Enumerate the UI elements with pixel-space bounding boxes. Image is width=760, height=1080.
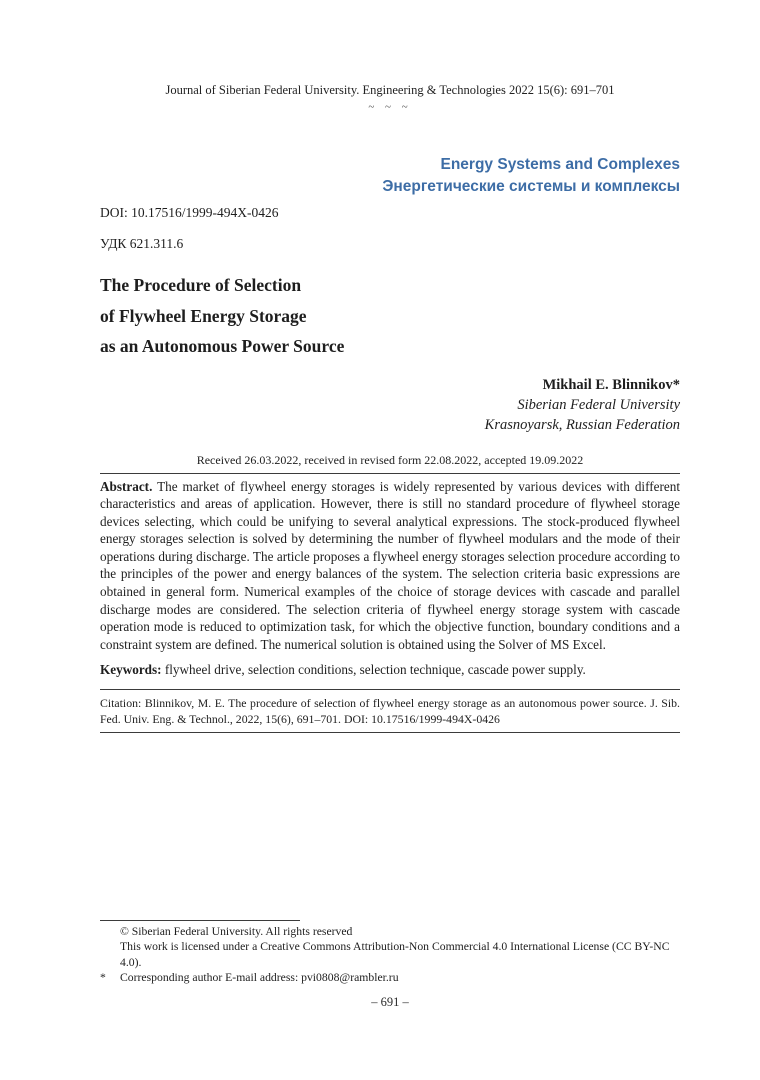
divider-below-citation — [100, 732, 680, 733]
author-affiliation: Siberian Federal University — [517, 396, 680, 413]
keywords-label: Keywords: — [100, 662, 162, 678]
license-line: This work is licensed under a Creative Commons Attribution-Non Commercial 4.0 International License (CC BY-NC 4.0). — [120, 940, 670, 969]
doi-line: DOI: 10.17516/1999-494X-0426 — [100, 205, 279, 220]
paper-title-line-1: The Procedure of Selection — [100, 275, 302, 295]
keywords-paragraph — [100, 661, 680, 679]
author-name: Mikhail E. Blinnikov* — [542, 376, 680, 393]
section-title-ru: Энергетические системы и комплексы — [382, 178, 680, 195]
divider-above-citation — [100, 689, 680, 690]
abstract-text: The market of flywheel energy storages is widely represented by various devices with different characteristics and areas of application. However, there is still no standard procedure of flywheel storage devices selecting, which could be unifying to several analytical expressions. The stock-produced flywheel energy storages selection is solved by determining the number of flywheel modulars and the mode of their operations during discharge. The article proposes a flywheel energy storages selection procedure according to the principles of the power and energy balances of the system. The selection criteria basic expressions are obtained in general form. Numerical examples of the choice of storage devices with cascade and parallel discharge modes are considered. The selection criteria of flywheel energy storage system with cascade operation mode is reduced to optimization task, for which the objective function, boundary conditions and a constraint system are defined. The numerical solution is obtained using the Solver of MS Excel. — [100, 478, 680, 652]
copyright-line: © Siberian Federal University. All rights reserved — [120, 924, 353, 938]
page-number: – 691 – — [371, 995, 409, 1009]
tilde-ornament: ~ ~ ~ — [368, 101, 412, 113]
author-location: Krasnoyarsk, Russian Federation — [484, 416, 680, 433]
keywords-text: flywheel drive, selection conditions, selection technique, cascade power supply. — [161, 662, 586, 678]
paper-title-line-3: as an Autonomous Power Source — [100, 336, 345, 356]
section-headings — [100, 154, 680, 198]
abstract-paragraph — [100, 478, 680, 654]
asterisk-marker: * — [100, 971, 106, 985]
paper-title — [100, 270, 680, 362]
abstract-label: Abstract. — [100, 478, 153, 494]
corresponding-author-text: Corresponding author E-mail address: pvi0808@rambler.ru — [120, 971, 399, 985]
divider-above-abstract — [100, 473, 680, 474]
footnote-divider — [100, 920, 300, 921]
footnote-block — [100, 920, 680, 1010]
udk-line: УДК 621.311.6 — [100, 236, 184, 251]
author-block — [100, 375, 680, 435]
paper-title-line-2: of Flywheel Energy Storage — [100, 305, 307, 326]
journal-header: Journal of Siberian Federal University. Engineering & Technologies 2022 15(6): 691–701 — [165, 83, 615, 97]
received-dates: Received 26.03.2022, received in revised form 22.08.2022, accepted 19.09.2022 — [196, 452, 584, 467]
citation-paragraph: Citation: Blinnikov, M. E. The procedure of selection of flywheel energy storage as an autonomous power source. J. Sib. Fed. Univ. Eng. & Technol., 2022, 15(6), 691–701. DOI: 10.17516/1999-494X-0426 — [100, 696, 680, 727]
corresponding-author-line — [100, 970, 680, 986]
section-title-en: Energy Systems and Complexes — [440, 156, 680, 173]
